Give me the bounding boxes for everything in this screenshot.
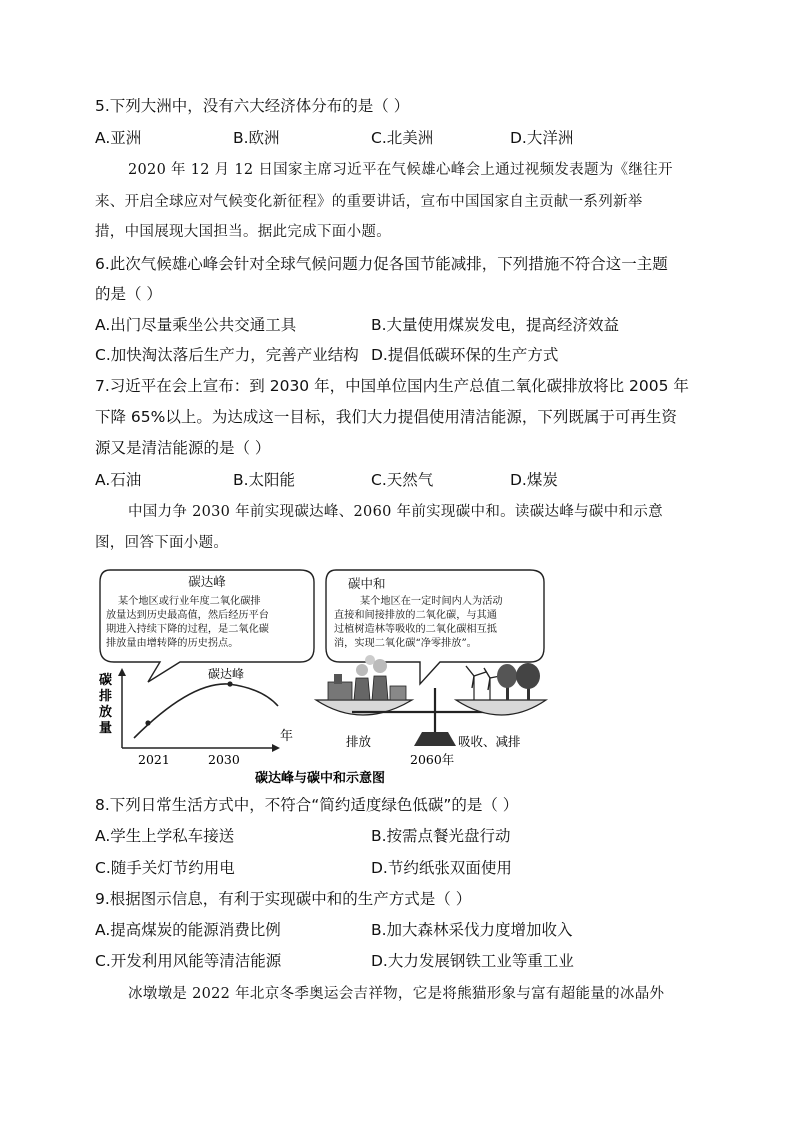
emission-curve-chart	[99, 666, 293, 767]
point-2021	[145, 720, 150, 725]
y-axis-char: 碳	[99, 673, 113, 688]
x-axis-unit: 年	[280, 729, 294, 744]
y-axis-char: 放	[99, 705, 113, 720]
q7-stem-line: 源又是清洁能源的是（ ）	[95, 439, 271, 457]
q7-option-d: D.煤炭	[510, 471, 558, 489]
x-tick-label: 2021	[138, 752, 170, 767]
smoke-icon	[373, 659, 387, 673]
q8-option-c: C.随手关灯节约用电	[95, 859, 235, 877]
bubble-left-line: 期进入持续下降的过程，是二氧化碳	[106, 624, 269, 635]
scale-year: 2060年	[410, 752, 455, 767]
passage1-line: 2020 年 12 月 12 日国家主席习近平在气候雄心峰会上通过视频发表题为《继往开	[128, 162, 673, 178]
scale-right-label: 吸收、减排	[458, 734, 521, 749]
q7-option-b: B.太阳能	[233, 471, 296, 489]
q8-option-a: A.学生上学私车接送	[95, 827, 235, 845]
q8-option-b: B.按需点餐光盘行动	[371, 827, 511, 845]
bubble-left-line: 某个地区或行业年度二氧化碳排	[118, 596, 261, 607]
bubble-left-title: 碳达峰	[188, 574, 226, 589]
q9-option-b: B.加大森林采伐力度增加收入	[371, 921, 573, 939]
bubble-right-line: 直接和间接排放的二氧化碳，与其通	[334, 610, 497, 621]
passage1-line: 来、开启全球应对气候变化新征程》的重要讲话，宣布中国国家自主贡献一系列新举	[95, 194, 643, 210]
q7-stem-line: 下降 65%以上。为达成这一目标，我们大力提倡使用清洁能源，下列既属于可再生资	[95, 408, 677, 426]
passage2-line: 中国力争 2030 年前实现碳达峰、2060 年前实现碳中和。读碳达峰与碳中和示意	[128, 504, 663, 520]
q7-stem-line: 7.习近平在会上宣布：到 2030 年，中国单位国内生产总值二氧化碳排放将比 2005 年	[95, 377, 689, 395]
q6-option-c: C.加快淘汰落后生产力，完善产业结构	[95, 346, 359, 364]
q8-stem: 8.下列日常生活方式中，不符合“简约适度绿色低碳”的是（ ）	[95, 796, 519, 814]
building-icon	[390, 686, 406, 700]
bubble-right-line: 消，实现二氧化碳“净零排放”。	[334, 638, 477, 649]
passage1-line: 措，中国展现大国担当。据此完成下面小题。	[95, 224, 391, 240]
carbon-peak-bubble	[100, 570, 314, 682]
scale-left-label: 排放	[346, 734, 372, 749]
cooling-tower-icon	[372, 676, 388, 700]
turbine-blades-icon	[466, 666, 486, 688]
cooling-tower-icon	[354, 678, 370, 700]
q6-option-a: A.出门尽量乘坐公共交通工具	[95, 316, 297, 334]
y-axis-arrow-icon	[118, 668, 126, 676]
q5-option-d: D.大洋洲	[510, 129, 574, 147]
x-axis-arrow-icon	[272, 744, 280, 752]
q7-option-c: C.天然气	[371, 471, 434, 489]
tree-icon	[497, 664, 517, 688]
q5-option-b: B.欧洲	[233, 129, 280, 147]
q8-option-d: D.节约纸张双面使用	[371, 859, 512, 877]
q5-option-c: C.北美洲	[371, 129, 434, 147]
bubble-right-line: 某个地区在一定时间内人为活动	[360, 596, 503, 607]
figure-caption: 碳达峰与碳中和示意图	[255, 771, 386, 786]
factory-icon	[328, 682, 352, 700]
smoke-icon	[365, 655, 375, 665]
bubble-right-title: 碳中和	[348, 576, 386, 591]
bubble-left-line: 排放量由增转降的历史拐点。	[106, 638, 239, 649]
q6-stem-line: 的是（ ）	[95, 285, 162, 303]
q9-option-d: D.大力发展钢铁工业等重工业	[371, 952, 574, 970]
q9-option-c: C.开发利用风能等清洁能源	[95, 952, 282, 970]
q9-stem: 9.根据图示信息，有利于实现碳中和的生产方式是（ ）	[95, 890, 472, 908]
passage3-line: 冰墩墩是 2022 年北京冬季奥运会吉祥物，它是将熊猫形象与富有超能量的冰晶外	[128, 986, 665, 1002]
bubble-right-line: 过植树造林等吸收的二氧化碳相互抵	[334, 624, 497, 635]
q5-stem: 5.下列大洲中，没有六大经济体分布的是（ ）	[95, 97, 410, 115]
passage2-line: 图，回答下面小题。	[95, 535, 229, 551]
tree-icon	[516, 663, 540, 689]
bubble-left-line: 放量达到历史最高值，然后经历平台	[106, 610, 269, 621]
factory-chimney-icon	[334, 674, 342, 684]
emission-curve	[134, 684, 278, 738]
y-axis-char: 排	[99, 689, 113, 704]
q6-option-d: D.提倡低碳环保的生产方式	[371, 346, 559, 364]
smoke-icon	[356, 664, 368, 676]
point-2030	[227, 681, 232, 686]
q5-option-a: A.亚洲	[95, 129, 142, 147]
x-tick-label: 2030	[208, 752, 240, 767]
peak-label: 碳达峰	[208, 667, 245, 681]
carbon-peak-neutrality-figure	[90, 560, 560, 790]
q6-option-b: B.大量使用煤炭发电，提高经济效益	[371, 316, 620, 334]
q7-option-a: A.石油	[95, 471, 142, 489]
q9-option-a: A.提高煤炭的能源消费比例	[95, 921, 281, 939]
q6-stem-line: 6.此次气候雄心峰会针对全球气候问题力促各国节能减排，下列措施不符合这一主题	[95, 255, 668, 273]
y-axis-char: 量	[99, 721, 113, 736]
scale-base	[414, 732, 456, 746]
